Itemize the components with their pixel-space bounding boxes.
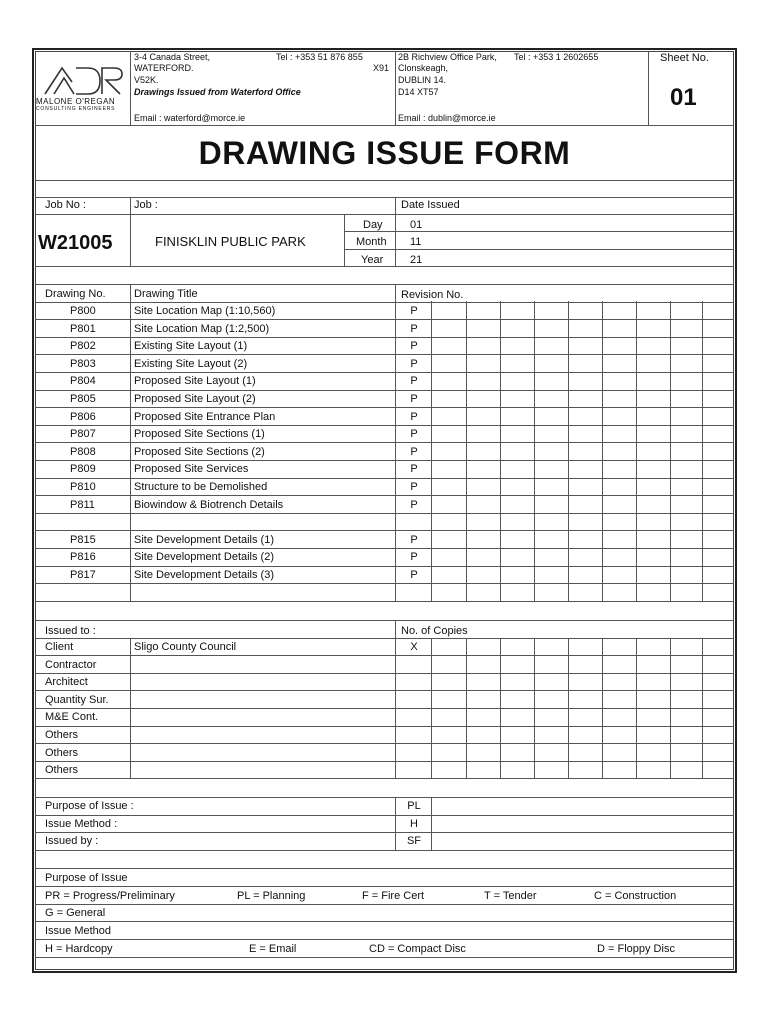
grid-hline bbox=[35, 425, 734, 426]
drawing-revision[interactable]: P bbox=[410, 411, 418, 423]
legend-method-d: D = Floppy Disc bbox=[597, 943, 675, 955]
waterford-tel: Tel : +353 51 876 855 bbox=[276, 52, 363, 62]
drawing-revision[interactable]: P bbox=[410, 428, 418, 440]
issue-info-label: Issued by : bbox=[45, 835, 99, 847]
day-value[interactable]: 01 bbox=[410, 219, 423, 231]
grid-vline bbox=[534, 301, 535, 601]
grid-hline bbox=[35, 708, 734, 709]
waterford-eircode-part: X91 bbox=[373, 63, 390, 73]
year-label: Year bbox=[361, 254, 384, 266]
sheet-no-value: 01 bbox=[670, 84, 697, 111]
grid-hline bbox=[35, 442, 734, 443]
grid-vline bbox=[466, 638, 467, 778]
grid-hline bbox=[35, 354, 734, 355]
grid-hline bbox=[35, 478, 734, 479]
grid-vline bbox=[636, 301, 637, 601]
grid-vline bbox=[130, 638, 131, 778]
drawing-no: P803 bbox=[70, 358, 96, 370]
waterford-address-line3: V52K. bbox=[134, 75, 159, 85]
grid-vline bbox=[636, 638, 637, 778]
waterford-email: Email : waterford@morce.ie bbox=[134, 113, 246, 123]
job-name-value: FINISKLIN PUBLIC PARK bbox=[155, 234, 306, 249]
grid-hline bbox=[35, 815, 734, 816]
grid-vline bbox=[344, 214, 345, 266]
legend-purpose-c: C = Construction bbox=[594, 890, 677, 902]
legend-purpose-heading: Purpose of Issue bbox=[45, 872, 128, 884]
grid-hline bbox=[35, 214, 734, 215]
drawing-revision[interactable]: P bbox=[410, 358, 418, 370]
drawing-title: Proposed Site Sections (1) bbox=[134, 428, 265, 440]
drawing-title: Biowindow & Biotrench Details bbox=[134, 499, 284, 511]
dublin-address-line1: 2B Richview Office Park, bbox=[398, 52, 497, 62]
sheet-no-label: Sheet No. bbox=[660, 52, 709, 64]
drawing-no: P802 bbox=[70, 340, 96, 352]
job-no-label: Job No : bbox=[45, 199, 86, 211]
grid-hline bbox=[35, 495, 734, 496]
grid-hline bbox=[35, 957, 734, 958]
drawing-title: Site Development Details (1) bbox=[134, 534, 275, 546]
drawing-title-header: Drawing Title bbox=[134, 288, 198, 300]
legend-purpose-t: T = Tender bbox=[484, 890, 537, 902]
grid-vline bbox=[702, 638, 703, 778]
month-label: Month bbox=[356, 236, 387, 248]
grid-vline bbox=[670, 638, 671, 778]
grid-hline bbox=[35, 548, 734, 549]
grid-vline bbox=[534, 638, 535, 778]
grid-hline bbox=[35, 868, 734, 869]
grid-hline bbox=[35, 407, 734, 408]
grid-hline bbox=[35, 778, 734, 779]
legend-purpose-g: G = General bbox=[45, 907, 106, 919]
grid-vline bbox=[568, 301, 569, 601]
drawing-no: P809 bbox=[70, 463, 96, 475]
drawing-revision[interactable]: P bbox=[410, 393, 418, 405]
grid-hline bbox=[35, 266, 734, 267]
issue-info-label: Issue Method : bbox=[45, 818, 118, 830]
waterford-address-line1: 3-4 Canada Street, bbox=[134, 52, 211, 62]
issue-info-value[interactable]: SF bbox=[406, 835, 422, 847]
drawing-no: P816 bbox=[70, 551, 96, 563]
legend-purpose-pr: PR = Progress/Preliminary bbox=[45, 890, 175, 902]
drawing-revision[interactable]: P bbox=[410, 499, 418, 511]
job-label: Job : bbox=[134, 199, 158, 211]
grid-vline bbox=[648, 51, 649, 125]
grid-hline bbox=[35, 302, 734, 303]
legend-purpose-pl: PL = Planning bbox=[237, 890, 306, 902]
drawing-no: P817 bbox=[70, 569, 96, 581]
grid-hline bbox=[35, 125, 734, 126]
issue-info-value[interactable]: H bbox=[410, 818, 418, 830]
dublin-address-line3: DUBLIN 14. bbox=[398, 75, 447, 85]
grid-vline bbox=[500, 638, 501, 778]
grid-vline bbox=[130, 284, 131, 601]
dublin-address-line2: Clonskeagh, bbox=[398, 63, 449, 73]
grid-hline bbox=[344, 231, 734, 232]
dublin-email: Email : dublin@morce.ie bbox=[398, 113, 496, 123]
drawing-revision[interactable]: P bbox=[410, 481, 418, 493]
recipient-role: Others bbox=[45, 729, 79, 741]
grid-hline bbox=[35, 180, 734, 181]
drawing-revision[interactable]: P bbox=[410, 446, 418, 458]
grid-hline bbox=[35, 197, 734, 198]
grid-hline bbox=[35, 284, 734, 285]
grid-hline bbox=[35, 566, 734, 567]
legend-method-cd: CD = Compact Disc bbox=[369, 943, 466, 955]
grid-hline bbox=[35, 904, 734, 905]
day-label: Day bbox=[363, 219, 383, 231]
date-issued-label: Date Issued bbox=[401, 199, 460, 211]
job-no-value: W21005 bbox=[38, 232, 113, 254]
drawing-revision[interactable]: P bbox=[410, 375, 418, 387]
recipient-role: Others bbox=[45, 764, 79, 776]
drawing-revision[interactable]: P bbox=[410, 569, 418, 581]
drawing-revision[interactable]: P bbox=[410, 340, 418, 352]
grid-hline bbox=[35, 921, 734, 922]
grid-hline bbox=[35, 601, 734, 602]
recipient-copies[interactable]: X bbox=[410, 641, 418, 653]
grid-hline bbox=[35, 832, 734, 833]
month-value[interactable]: 11 bbox=[410, 236, 422, 248]
grid-hline bbox=[35, 655, 734, 656]
drawing-no: P808 bbox=[70, 446, 96, 458]
grid-hline bbox=[35, 337, 734, 338]
grid-hline bbox=[35, 797, 734, 798]
drawing-title: Proposed Site Entrance Plan bbox=[134, 411, 276, 423]
waterford-address-line2: WATERFORD. bbox=[134, 63, 194, 73]
drawing-no: P805 bbox=[70, 393, 96, 405]
grid-vline bbox=[466, 301, 467, 601]
drawing-title: Proposed Site Layout (2) bbox=[134, 393, 256, 405]
recipient-role: Others bbox=[45, 747, 79, 759]
drawing-no: P806 bbox=[70, 411, 96, 423]
grid-hline bbox=[35, 726, 734, 727]
recipient-role: Contractor bbox=[45, 659, 97, 671]
revision-no-header: Revision No. bbox=[401, 289, 464, 301]
grid-hline bbox=[35, 583, 734, 584]
grid-hline bbox=[35, 319, 734, 320]
recipient-role: M&E Cont. bbox=[45, 711, 99, 723]
drawing-revision[interactable]: P bbox=[410, 551, 418, 563]
form-title: DRAWING ISSUE FORM bbox=[198, 135, 571, 171]
grid-hline bbox=[35, 850, 734, 851]
drawing-title: Existing Site Layout (1) bbox=[134, 340, 248, 352]
drawing-no: P815 bbox=[70, 534, 96, 546]
grid-hline bbox=[35, 743, 734, 744]
issued-from-note: Drawings Issued from Waterford Office bbox=[134, 87, 301, 97]
grid-hline bbox=[35, 638, 734, 639]
issue-info-value[interactable]: PL bbox=[407, 800, 421, 812]
recipient-role: Client bbox=[45, 641, 74, 653]
drawing-no: P807 bbox=[70, 428, 96, 440]
grid-vline bbox=[130, 197, 131, 266]
grid-vline bbox=[431, 638, 432, 778]
dublin-tel: Tel : +353 1 2602655 bbox=[514, 52, 599, 62]
company-name: MALONE O'REGAN bbox=[36, 97, 116, 106]
year-value[interactable]: 21 bbox=[410, 254, 423, 266]
legend-method-e: E = Email bbox=[249, 943, 297, 955]
drawing-no: P810 bbox=[70, 481, 96, 493]
drawing-no-header: Drawing No. bbox=[45, 288, 106, 300]
grid-hline bbox=[35, 620, 734, 621]
drawing-title: Site Location Map (1:2,500) bbox=[134, 323, 270, 335]
grid-hline bbox=[35, 513, 734, 514]
legend-purpose-f: F = Fire Cert bbox=[362, 890, 425, 902]
drawing-revision[interactable]: P bbox=[410, 305, 418, 317]
grid-hline bbox=[35, 886, 734, 887]
dublin-address-line4: D14 XT57 bbox=[398, 87, 439, 97]
recipient-role: Quantity Sur. bbox=[45, 694, 109, 706]
drawing-title: Proposed Site Services bbox=[134, 463, 249, 475]
grid-vline bbox=[395, 197, 396, 266]
drawing-title: Site Location Map (1:10,560) bbox=[134, 305, 276, 317]
drawing-title: Site Development Details (2) bbox=[134, 551, 275, 563]
grid-vline bbox=[602, 638, 603, 778]
no-of-copies-label: No. of Copies bbox=[401, 625, 468, 637]
grid-vline bbox=[395, 51, 396, 125]
grid-hline bbox=[35, 673, 734, 674]
legend-method-heading: Issue Method bbox=[45, 925, 112, 937]
grid-vline bbox=[130, 51, 131, 125]
drawing-revision[interactable]: P bbox=[410, 323, 418, 335]
issued-to-label: Issued to : bbox=[45, 625, 96, 637]
drawing-title: Proposed Site Layout (1) bbox=[134, 375, 256, 387]
drawing-title: Existing Site Layout (2) bbox=[134, 358, 248, 370]
drawing-title: Site Development Details (3) bbox=[134, 569, 275, 581]
drawing-no: P811 bbox=[70, 499, 95, 511]
drawing-no: P804 bbox=[70, 375, 96, 387]
drawing-title: Structure to be Demolished bbox=[134, 481, 268, 493]
grid-hline bbox=[35, 390, 734, 391]
grid-hline bbox=[35, 372, 734, 373]
grid-hline bbox=[35, 761, 734, 762]
grid-hline bbox=[344, 249, 734, 250]
grid-vline bbox=[500, 301, 501, 601]
grid-vline bbox=[602, 301, 603, 601]
grid-hline bbox=[35, 530, 734, 531]
grid-vline bbox=[568, 638, 569, 778]
recipient-role: Architect bbox=[45, 676, 88, 688]
grid-hline bbox=[35, 939, 734, 940]
drawing-title: Proposed Site Sections (2) bbox=[134, 446, 265, 458]
issue-info-label: Purpose of Issue : bbox=[45, 800, 134, 812]
drawing-revision[interactable]: P bbox=[410, 534, 418, 546]
drawing-no: P801 bbox=[70, 323, 96, 335]
grid-vline bbox=[670, 301, 671, 601]
grid-hline bbox=[35, 690, 734, 691]
recipient-name[interactable]: Sligo County Council bbox=[134, 641, 237, 653]
grid-hline bbox=[35, 460, 734, 461]
company-tagline: CONSULTING ENGINEERS bbox=[36, 106, 116, 112]
drawing-no: P800 bbox=[70, 305, 96, 317]
legend-method-h: H = Hardcopy bbox=[45, 943, 113, 955]
grid-vline bbox=[702, 301, 703, 601]
drawing-revision[interactable]: P bbox=[410, 463, 418, 475]
